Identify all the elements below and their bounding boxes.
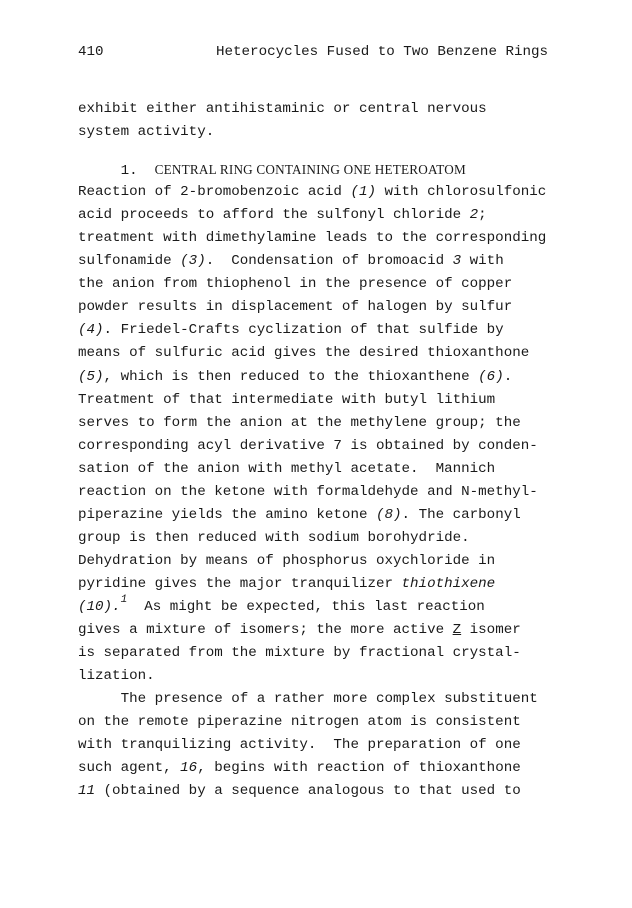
text-line: (10).$^1$ As might be expected, this last reaction [78,593,485,615]
text-line: (5), which is then reduced to the thioxanthene (6). [78,368,513,385]
compound-ref: 3 [452,253,462,270]
paragraph-piperazine-substituent [78,688,598,803]
text-line: sulfonamide (3). Condensation of bromoacid 3 with [78,253,504,270]
text-line: corresponding acyl derivative 7 is obtained by conden- [78,437,538,454]
page-body [78,98,598,803]
text-line: The presence of a rather more complex substituent [78,691,538,708]
drug-name: thiothixene [401,575,496,592]
footnote-ref: 1 [120,593,128,606]
text-line: Reaction of 2-bromobenzoic acid (1) with chlorosulfonic [78,184,547,201]
text-line: the anion from thiophenol in the presence of copper [78,276,513,293]
compound-ref: (6) [478,368,504,385]
compound-ref: (10). [78,598,121,615]
compound-ref: (5) [78,368,104,385]
section-number: 1. [120,163,138,180]
text-line: Treatment of that intermediate with butyl lithium [78,391,496,408]
compound-ref: (8) [376,506,402,523]
compound-ref: 7 [333,437,342,454]
text-line: pyridine gives the major tranquilizer thiothixene [78,575,496,592]
text-line: piperazine yields the amino ketone (8). The carbonyl [78,506,521,523]
compound-ref: 2 [469,207,479,224]
isomer-label: Z [452,622,462,639]
text-line: lization. [78,668,155,685]
text-line: (4). Friedel-Crafts cyclization of that sulfide by [78,322,504,339]
text-line: on the remote piperazine nitrogen atom is consistent [78,714,521,731]
intro-paragraph [78,98,598,144]
paragraph-thiothixene-synthesis [78,181,598,688]
text-line: Dehydration by means of phosphorus oxychloride in [78,552,496,569]
text-line: is separated from the mixture by fractional crystal- [78,645,521,662]
text-line: such agent, 16, begins with reaction of thioxanthone [78,760,521,777]
text-line: with tranquilizing activity. The preparation of one [78,737,521,754]
text-line: serves to form the anion at the methylene group; the [78,414,521,431]
running-title: Heterocycles Fused to Two Benzene Rings [216,44,549,60]
section-title: CENTRAL RING CONTAINING ONE HETEROATOM [154,162,466,178]
compound-ref: (4) [78,322,104,339]
text-line: gives a mixture of isomers; the more active Z isomer [78,622,521,639]
text-line: exhibit either antihistaminic or central nervous [78,101,487,117]
compound-ref: (1) [350,184,376,201]
section-heading [78,158,598,181]
text-line: powder results in displacement of halogen by sulfur [78,299,513,316]
text-line: system activity. [78,124,215,141]
compound-ref: 16 [180,760,198,777]
text-line: sation of the anion with methyl acetate. Mannich [78,460,496,477]
text-line: reaction on the ketone with formaldehyde and N-methyl- [78,483,538,500]
compound-ref: 11 [78,783,96,800]
text-line: group is then reduced with sodium borohydride. [78,529,470,546]
compound-ref: (3) [180,253,206,270]
text-line: treatment with dimethylamine leads to the corresponding [78,230,547,247]
text-line: 11 (obtained by a sequence analogous to that used to [78,783,521,800]
text-line: means of sulfuric acid gives the desired thioxanthone [78,345,530,362]
text-line: acid proceeds to afford the sulfonyl chloride 2; [78,207,487,224]
page-number: 410 [78,44,104,60]
page-header [78,44,578,66]
